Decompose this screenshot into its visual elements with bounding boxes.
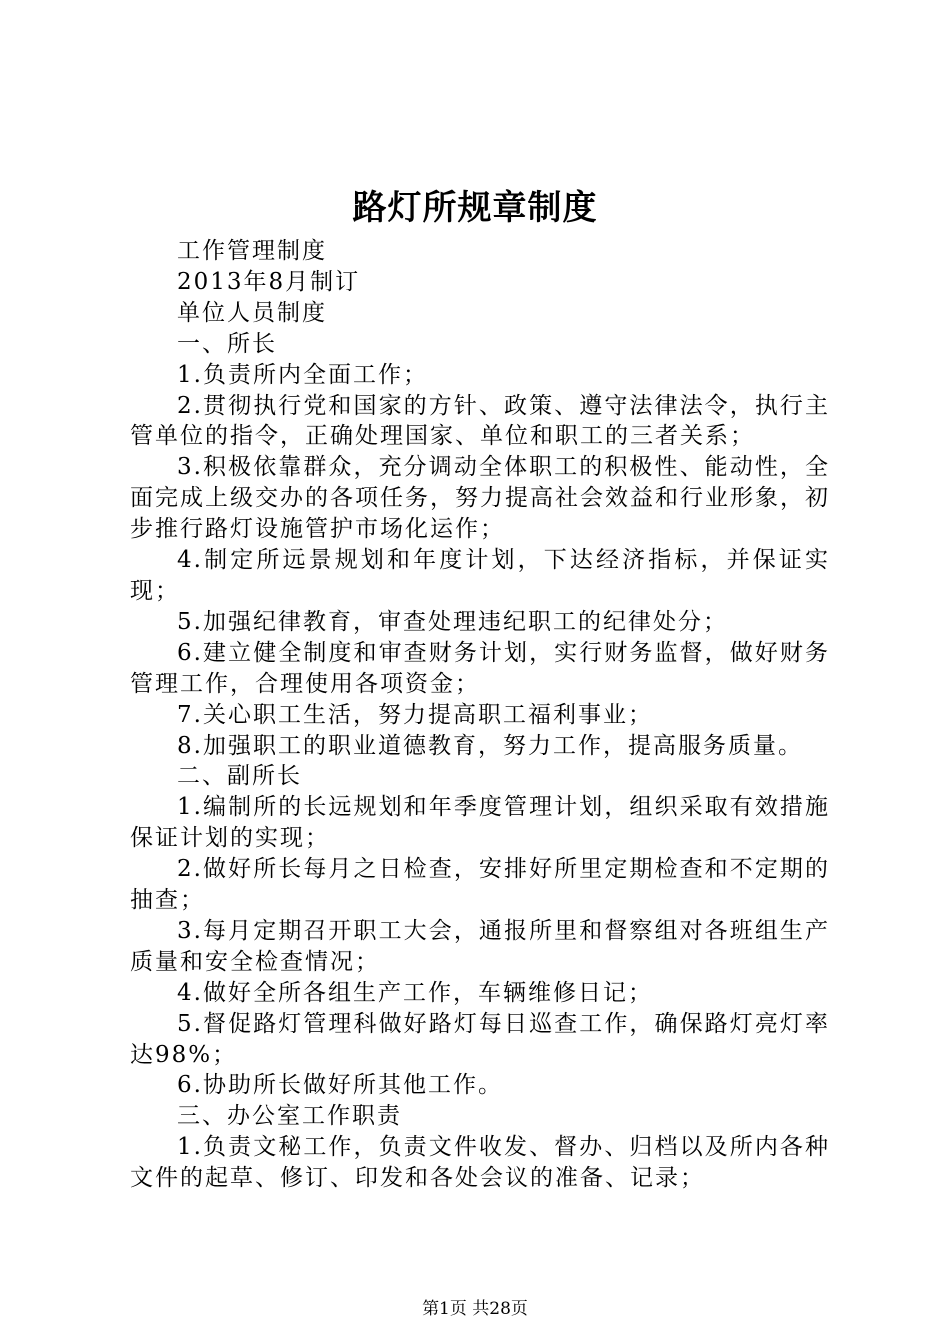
document-title: 路灯所规章制度 bbox=[352, 188, 598, 228]
paragraph: 6.协助所长做好所其他工作。 bbox=[177, 1072, 503, 1099]
paragraph: 1.负责所内全面工作； bbox=[177, 361, 428, 388]
paragraph: 4.做好全所各组生产工作，车辆维修日记； bbox=[177, 979, 653, 1006]
paragraph: 3.每月定期召开职工大会，通报所里和督察组对各班组生产质量和安全检查情况； bbox=[130, 917, 830, 975]
paragraph: 1.负责文秘工作，负责文件收发、督办、归档以及所内各种文件的起草、修订、印发和各处会议的准备、记录； bbox=[130, 1134, 830, 1192]
paragraph: 工作管理制度 bbox=[177, 238, 327, 264]
paragraph: 2013年8月制订 bbox=[177, 268, 361, 295]
section-heading: 一、所长 bbox=[177, 330, 277, 357]
paragraph: 8.加强职工的职业道德教育，努力工作，提高服务质量。 bbox=[177, 732, 803, 759]
paragraph: 6.建立健全制度和审查财务计划，实行财务监督，做好财务管理工作，合理使用各项资金； bbox=[130, 639, 830, 697]
paragraph: 2.贯彻执行党和国家的方针、政策、遵守法律法令，执行主管单位的指令，正确处理国家、单位和职工的三者关系； bbox=[130, 392, 830, 450]
document-body bbox=[130, 236, 830, 1194]
paragraph: 3.积极依靠群众，充分调动全体职工的积极性、能动性，全面完成上级交办的各项任务，努力提高社会效益和行业形象，初步推行路灯设施管护市场化运作； bbox=[130, 454, 830, 543]
section-heading: 三、办公室工作职责 bbox=[177, 1103, 402, 1130]
paragraph: 1.编制所的长远规划和年季度管理计划，组织采取有效措施保证计划的实现； bbox=[130, 794, 830, 852]
section-heading: 二、副所长 bbox=[177, 763, 302, 790]
page-number-footer: 第1页 共28页 bbox=[422, 1299, 528, 1319]
paragraph: 5.加强纪律教育，审查处理违纪职工的纪律处分； bbox=[177, 608, 728, 635]
paragraph: 5.督促路灯管理科做好路灯每日巡查工作，确保路灯亮灯率达98%； bbox=[130, 1010, 830, 1068]
paragraph: 7.关心职工生活，努力提高职工福利事业； bbox=[177, 701, 653, 728]
paragraph: 单位人员制度 bbox=[177, 299, 327, 326]
paragraph: 4.制定所远景规划和年度计划，下达经济指标，并保证实现； bbox=[130, 547, 830, 604]
paragraph: 2.做好所长每月之日检查，安排好所里定期检查和不定期的抽查； bbox=[130, 856, 830, 914]
